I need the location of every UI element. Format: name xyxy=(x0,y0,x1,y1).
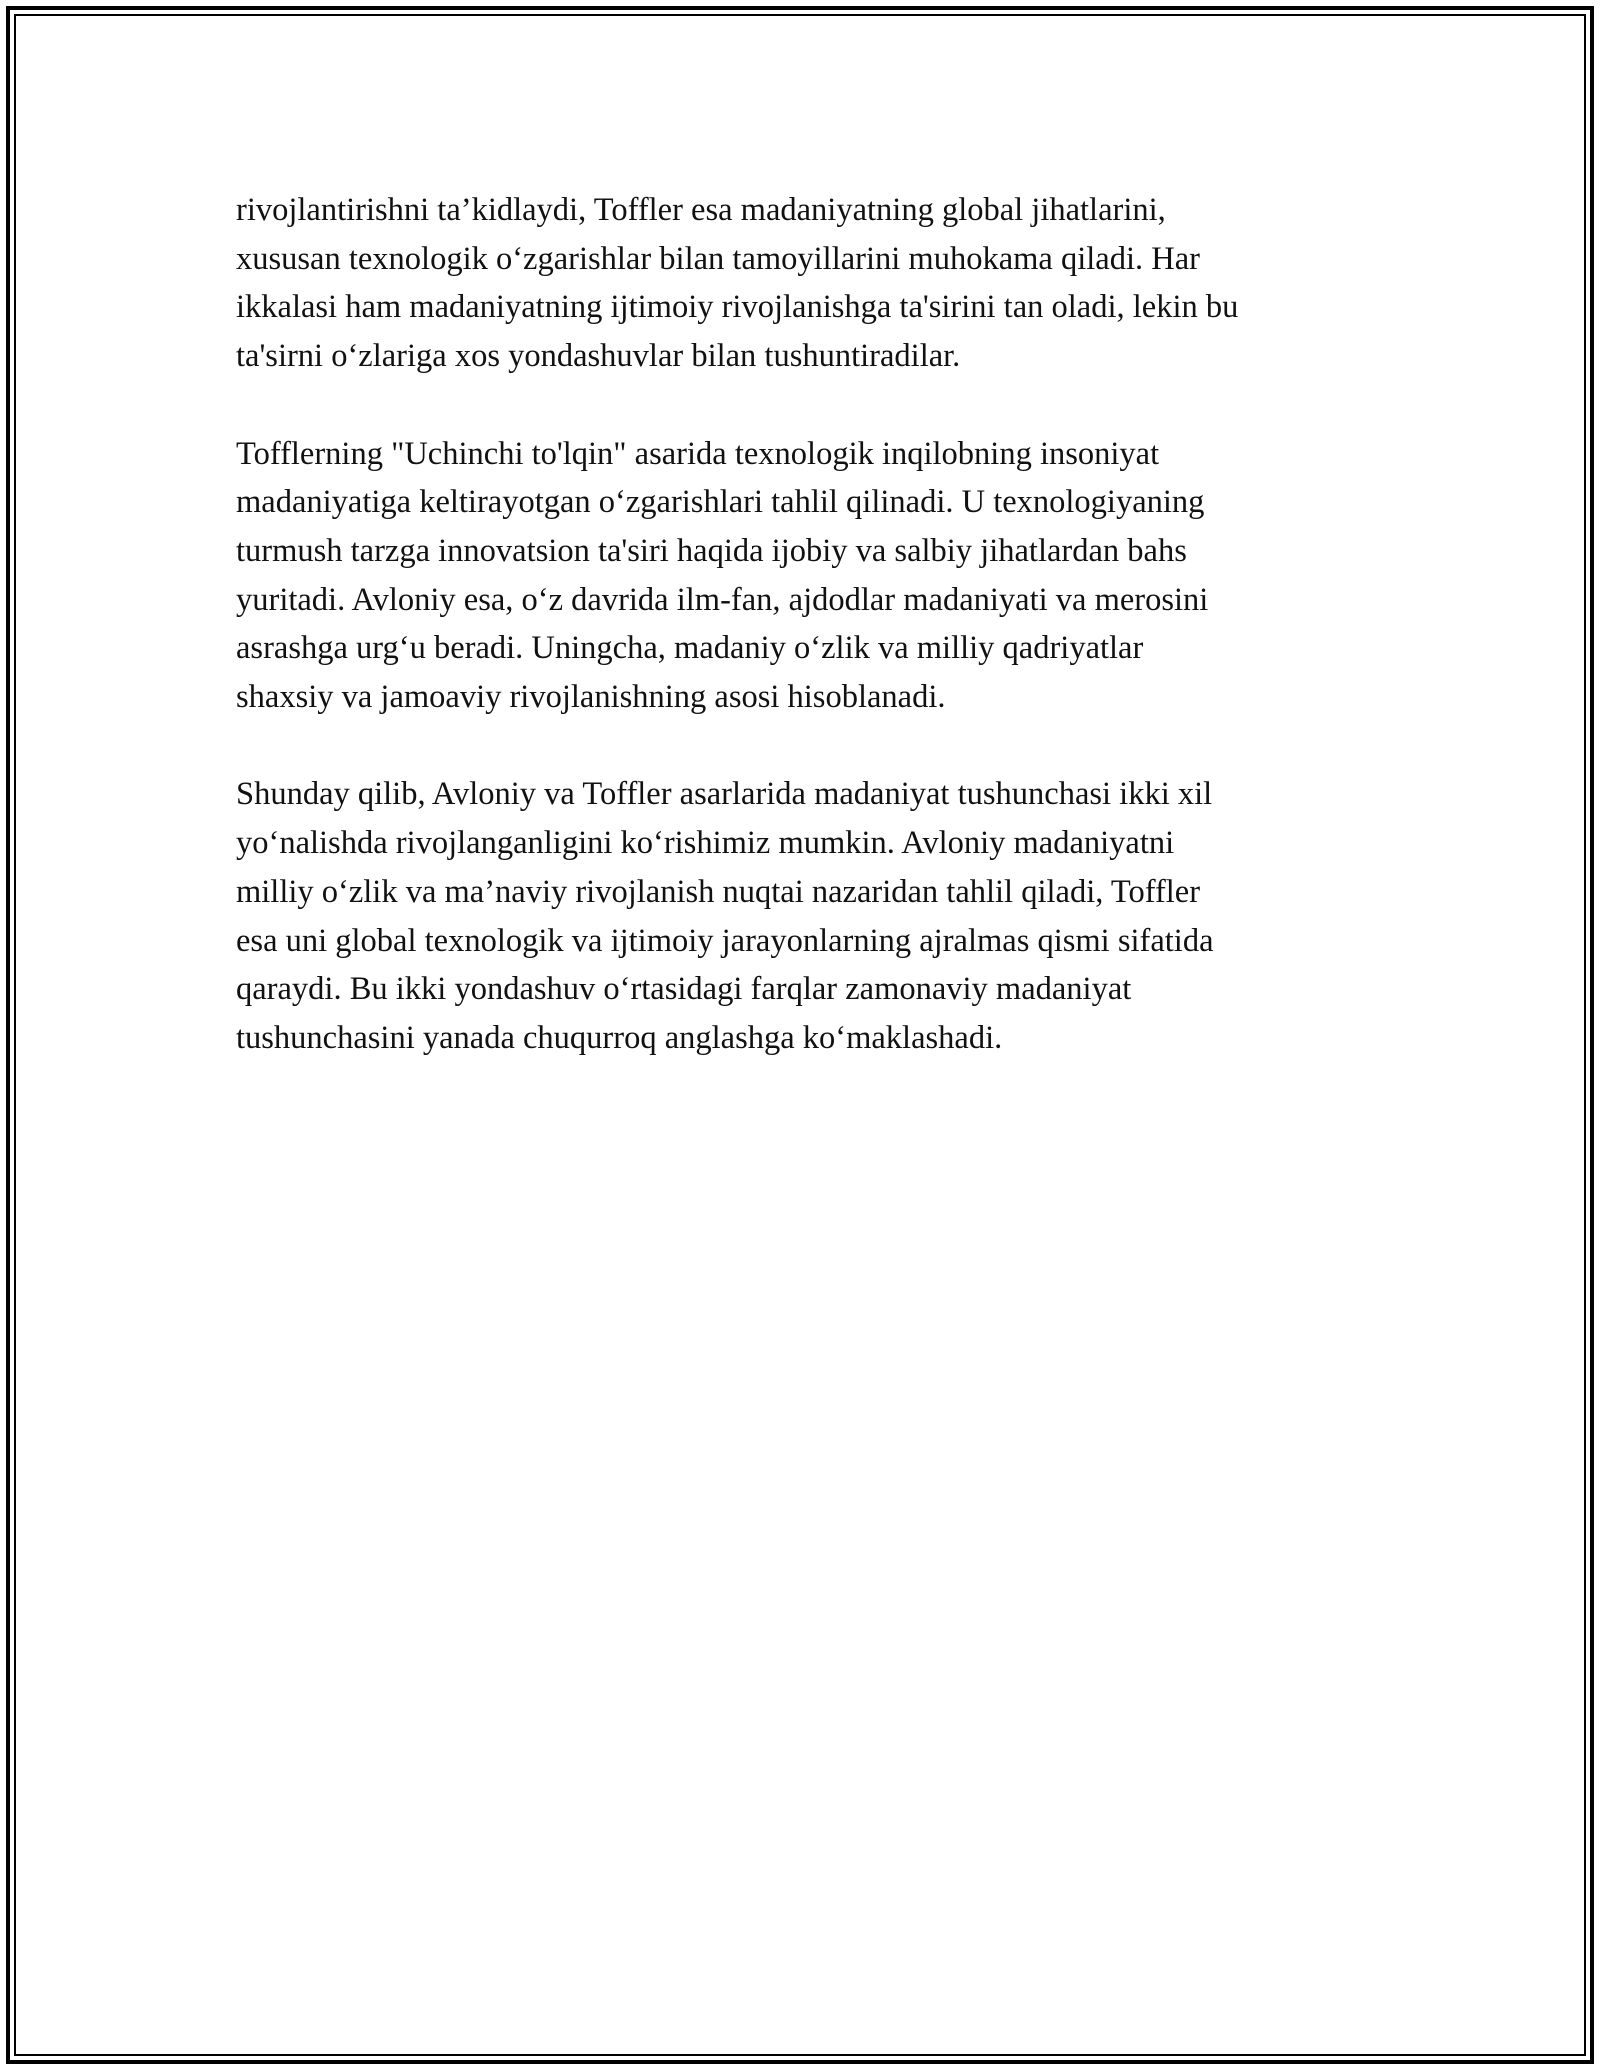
text-line: xususan texnologik o‘zgarishlar bilan tamoyillarini muhokama qiladi. Har xyxy=(236,240,1200,277)
text-line: asrashga urg‘u beradi. Uningcha, madaniy o‘zlik va milliy qadriyatlar xyxy=(236,630,1144,667)
text-line: yo‘nalishda rivojlanganligini ko‘rishimiz mumkin. Avloniy madaniyatni xyxy=(236,825,1175,862)
text-line: rivojlantirishni ta’kidlaydi, Toffler esa madaniyatning global jihatlarini, xyxy=(236,192,1166,228)
document-body xyxy=(236,186,1386,1111)
text-line: esa uni global texnologik va ijtimoiy jarayonlarning ajralmas qismi sifatida xyxy=(236,922,1214,959)
text-line: tushunchasini yanada chuqurroq anglashga ko‘maklashadi. xyxy=(236,1019,1003,1056)
text-line: milliy o‘zlik va ma’naviy rivojlanish nuqtai nazaridan tahlil qiladi, Toffler xyxy=(236,873,1201,910)
text-line: Tofflerning "Uchinchi to'lqin" asarida texnologik inqilobning insoniyat xyxy=(236,435,1160,472)
text-line: ikkalasi ham madaniyatning ijtimoiy rivojlanishga ta'sirini tan oladi, lekin bu xyxy=(236,289,1239,326)
paragraph xyxy=(236,186,1386,381)
text-line: yuritadi. Avloniy esa, o‘z davrida ilm-fan, ajdodlar madaniyati va merosini xyxy=(236,581,1209,618)
paragraph xyxy=(236,430,1386,722)
text-line: shaxsiy va jamoaviy rivojlanishning asosi hisoblanadi. xyxy=(236,679,946,716)
text-line: ta'sirni o‘zlariga xos yondashuvlar bilan tushuntiradilar. xyxy=(236,338,961,375)
text-line: qaraydi. Bu ikki yondashuv o‘rtasidagi farqlar zamonaviy madaniyat xyxy=(236,971,1132,1008)
text-line: madaniyatiga keltirayotgan o‘zgarishlari tahlil qilinadi. U texnologiyaning xyxy=(236,484,1205,521)
text-line: Shunday qilib, Avloniy va Toffler asarlarida madaniyat tushunchasi ikki xil xyxy=(236,776,1213,813)
text-line: turmush tarzga innovatsion ta'siri haqida ijobiy va salbiy jihatlardan bahs xyxy=(236,532,1187,569)
paragraph xyxy=(236,770,1386,1062)
